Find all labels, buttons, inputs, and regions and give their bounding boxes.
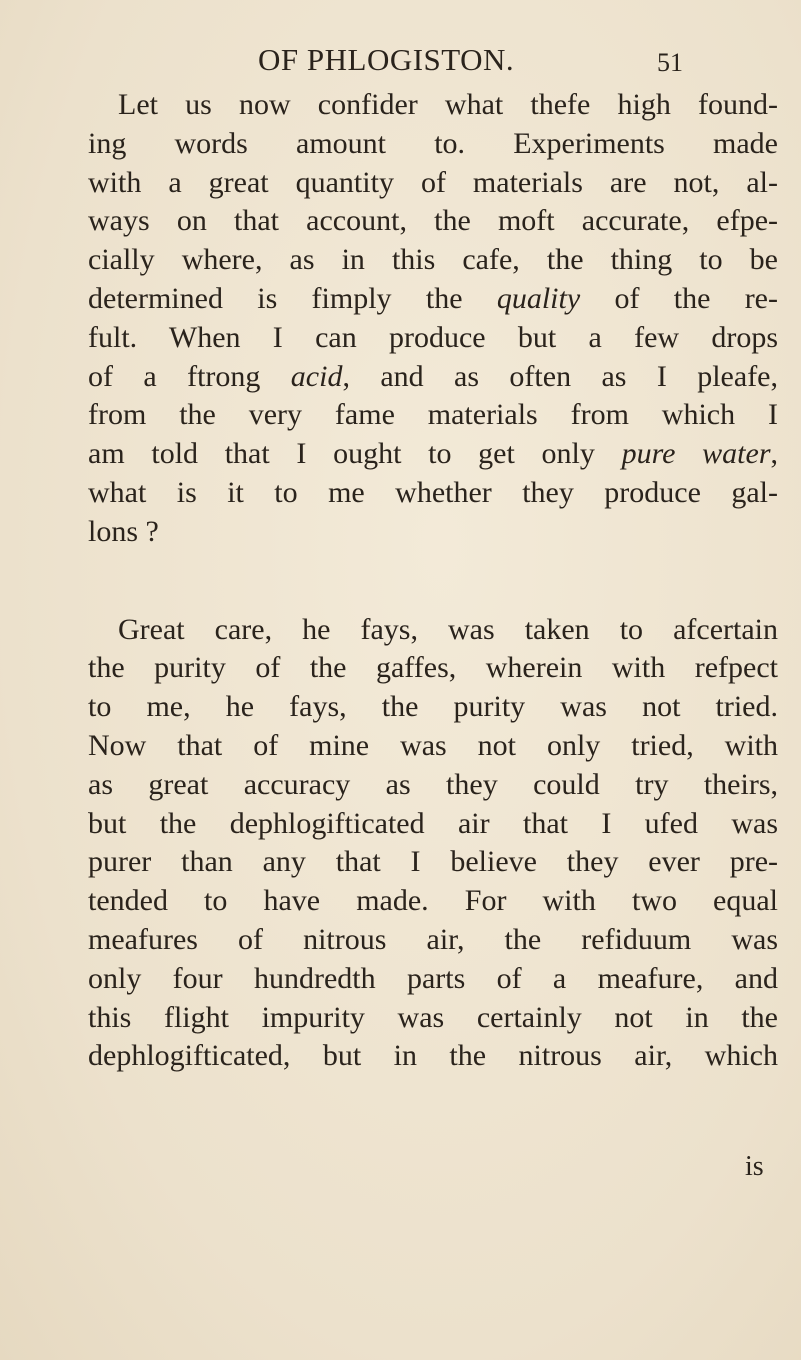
text-segment: tended to have made. For with two equal: [88, 884, 778, 918]
text-segment: determined is fimply the: [88, 281, 497, 315]
text-line: [88, 611, 778, 650]
italic-text: acid: [290, 359, 343, 393]
running-head: [0, 42, 801, 82]
text-line: [88, 766, 778, 805]
text-segment: this flight impurity was certainly not in the: [88, 1000, 778, 1034]
text-segment: Now that of mine was not only tried, with: [88, 728, 778, 762]
text-segment: lons ?: [88, 514, 159, 548]
text-line: [88, 280, 778, 319]
text-segment: ways on that account, the moft accurate, efpe-: [88, 204, 778, 238]
text-segment: fult. When I can produce but a few drops: [88, 320, 778, 354]
text-line: [88, 358, 778, 397]
text-line: [88, 164, 778, 203]
text-segment: Great care, he fays, was taken to afcertain: [118, 612, 778, 646]
text-line: [88, 649, 778, 688]
text-segment: Let us now confider what thefe high found-: [118, 88, 778, 121]
text-segment: from the very fame materials from which I: [88, 398, 778, 432]
body-text: [88, 86, 778, 1076]
italic-text: quality: [496, 281, 581, 315]
text-line: [88, 960, 778, 999]
text-line: [88, 125, 778, 164]
text-segment: with a great quantity of materials are not, al-: [88, 165, 778, 199]
text-segment: meafures of nitrous air, the refiduum was: [88, 922, 778, 956]
italic-text: pure water: [621, 437, 771, 471]
text-line: [88, 921, 778, 960]
text-line: [88, 474, 778, 513]
text-segment: what is it to me whether they produce gal-: [88, 475, 778, 509]
text-line: [88, 1037, 778, 1076]
text-segment: of the re-: [580, 281, 778, 315]
text-segment: but the dephlogifticated air that I ufed was: [88, 806, 778, 840]
paragraph-gap: [88, 552, 778, 611]
text-segment: purer than any that I believe they ever pre-: [88, 845, 778, 879]
text-line: [88, 999, 778, 1038]
text-line: [88, 319, 778, 358]
text-segment: dephlogifticated, but in the nitrous air, which: [88, 1039, 778, 1073]
text-segment: am told that I ought to get only: [88, 437, 622, 471]
text-line: [88, 727, 778, 766]
text-segment: of a ftrong: [88, 359, 291, 393]
text-line: [88, 882, 778, 921]
text-segment: , and as often as I pleafe,: [342, 359, 778, 393]
text-segment: as great accuracy as they could try theirs,: [88, 767, 778, 801]
text-segment: cially where, as in this cafe, the thing to be: [88, 243, 778, 277]
page-number: 51: [657, 48, 683, 77]
text-line: [88, 435, 778, 474]
text-line: [88, 513, 778, 552]
text-line: [88, 688, 778, 727]
text-line: [88, 805, 778, 844]
paragraph: [88, 611, 778, 1077]
catchword: is: [745, 1151, 764, 1182]
text-segment: ,: [770, 437, 778, 471]
text-segment: only four hundredth parts of a meafure, and: [88, 961, 778, 995]
paragraph: [88, 86, 778, 552]
text-segment: to me, he fays, the purity was not tried.: [88, 690, 778, 724]
text-segment: the purity of the gaffes, wherein with refpect: [88, 651, 778, 685]
text-line: [88, 843, 778, 882]
text-segment: ing words amount to. Experiments made: [88, 126, 778, 160]
running-head-title: OF PHLOGISTON.: [258, 42, 515, 77]
text-line: [88, 202, 778, 241]
text-line: [88, 241, 778, 280]
text-line: [88, 396, 778, 435]
text-line: [88, 86, 778, 125]
